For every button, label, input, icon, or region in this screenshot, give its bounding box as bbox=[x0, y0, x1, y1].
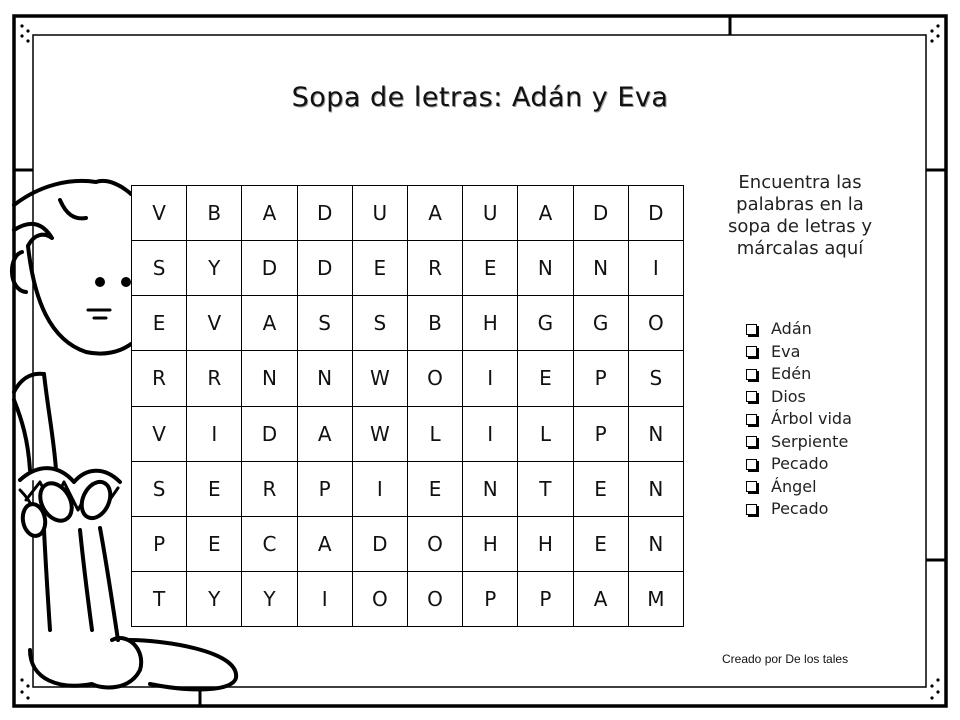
word-item[interactable] bbox=[746, 431, 852, 454]
grid-cell[interactable]: D bbox=[297, 241, 352, 296]
grid-cell[interactable]: E bbox=[187, 516, 242, 571]
grid-cell[interactable]: B bbox=[407, 296, 462, 351]
grid-cell[interactable]: O bbox=[352, 571, 407, 626]
instructions-text bbox=[700, 172, 900, 260]
grid-cell[interactable]: R bbox=[407, 241, 462, 296]
word-item[interactable] bbox=[746, 386, 852, 409]
grid-cell[interactable]: Y bbox=[242, 571, 297, 626]
checkbox-icon[interactable] bbox=[746, 504, 757, 515]
grid-cell[interactable]: D bbox=[297, 186, 352, 241]
grid-row bbox=[132, 351, 684, 406]
grid-cell[interactable]: A bbox=[573, 571, 628, 626]
instructions-line: márcalas aquí bbox=[736, 238, 864, 259]
word-checklist bbox=[746, 318, 852, 521]
grid-cell[interactable]: B bbox=[187, 186, 242, 241]
grid-cell[interactable]: R bbox=[187, 351, 242, 406]
grid-cell[interactable]: P bbox=[573, 406, 628, 461]
grid-cell[interactable]: D bbox=[628, 186, 683, 241]
grid-cell[interactable]: E bbox=[132, 296, 187, 351]
grid-cell[interactable]: C bbox=[242, 516, 297, 571]
grid-cell[interactable]: N bbox=[242, 351, 297, 406]
grid-cell[interactable]: N bbox=[628, 406, 683, 461]
grid-cell[interactable]: G bbox=[518, 296, 573, 351]
grid-cell[interactable]: A bbox=[242, 296, 297, 351]
grid-cell[interactable]: S bbox=[628, 351, 683, 406]
grid-cell[interactable]: Y bbox=[187, 241, 242, 296]
grid-cell[interactable]: A bbox=[297, 406, 352, 461]
grid-cell[interactable]: P bbox=[518, 571, 573, 626]
word-item[interactable] bbox=[746, 363, 852, 386]
grid-cell[interactable]: P bbox=[297, 461, 352, 516]
grid-cell[interactable]: N bbox=[297, 351, 352, 406]
instructions-line: palabras en la bbox=[736, 194, 864, 215]
grid-cell[interactable]: P bbox=[463, 571, 518, 626]
instructions-line: sopa de letras y bbox=[727, 216, 873, 237]
grid-cell[interactable]: O bbox=[407, 571, 462, 626]
grid-cell[interactable]: T bbox=[518, 461, 573, 516]
grid-cell[interactable]: W bbox=[352, 406, 407, 461]
grid-cell[interactable]: T bbox=[132, 571, 187, 626]
checkbox-icon[interactable] bbox=[746, 346, 757, 357]
grid-cell[interactable]: D bbox=[573, 186, 628, 241]
word-item[interactable] bbox=[746, 341, 852, 364]
word-label: Adán bbox=[771, 319, 812, 338]
grid-cell[interactable]: E bbox=[518, 351, 573, 406]
grid-cell[interactable]: S bbox=[297, 296, 352, 351]
grid-cell[interactable]: D bbox=[242, 241, 297, 296]
checkbox-icon[interactable] bbox=[746, 414, 757, 425]
grid-cell[interactable]: I bbox=[187, 406, 242, 461]
grid-cell[interactable]: P bbox=[573, 351, 628, 406]
grid-row bbox=[132, 296, 684, 351]
word-label: Dios bbox=[771, 386, 806, 406]
grid-cell[interactable]: P bbox=[132, 516, 187, 571]
grid-cell[interactable]: N bbox=[628, 461, 683, 516]
checkbox-icon[interactable] bbox=[746, 436, 757, 447]
grid-cell[interactable]: A bbox=[407, 186, 462, 241]
grid-cell[interactable]: O bbox=[407, 516, 462, 571]
word-item[interactable] bbox=[746, 476, 852, 499]
grid-cell[interactable]: U bbox=[352, 186, 407, 241]
grid-cell[interactable]: R bbox=[242, 461, 297, 516]
grid-cell[interactable]: W bbox=[352, 351, 407, 406]
word-label: Árbol vida bbox=[771, 409, 852, 428]
checkbox-icon[interactable] bbox=[746, 391, 757, 402]
grid-cell[interactable]: N bbox=[628, 516, 683, 571]
checkbox-icon[interactable] bbox=[746, 324, 757, 335]
grid-row bbox=[132, 516, 684, 571]
grid-cell[interactable]: V bbox=[132, 186, 187, 241]
grid-row bbox=[132, 241, 684, 296]
word-item[interactable] bbox=[746, 453, 852, 476]
grid-cell[interactable]: M bbox=[628, 571, 683, 626]
word-item[interactable] bbox=[746, 498, 852, 521]
grid-cell[interactable]: I bbox=[352, 461, 407, 516]
grid-cell[interactable]: V bbox=[132, 406, 187, 461]
word-label: Eva bbox=[771, 341, 801, 361]
grid-cell[interactable]: D bbox=[242, 406, 297, 461]
grid-cell[interactable]: O bbox=[407, 351, 462, 406]
grid-cell[interactable]: A bbox=[518, 186, 573, 241]
grid-cell[interactable]: L bbox=[518, 406, 573, 461]
grid-cell[interactable]: U bbox=[463, 186, 518, 241]
word-item[interactable] bbox=[746, 318, 852, 341]
grid-cell[interactable]: D bbox=[352, 516, 407, 571]
grid-cell[interactable]: E bbox=[573, 516, 628, 571]
grid-cell[interactable]: O bbox=[628, 296, 683, 351]
grid-cell[interactable]: S bbox=[132, 461, 187, 516]
page-title: Sopa de letras: Adán y Eva bbox=[291, 82, 669, 113]
grid-row bbox=[132, 571, 684, 626]
credit-text: Creado por De los tales bbox=[722, 652, 849, 666]
grid-cell[interactable]: A bbox=[297, 516, 352, 571]
grid-cell[interactable]: S bbox=[352, 296, 407, 351]
grid-cell[interactable]: E bbox=[187, 461, 242, 516]
grid-cell[interactable]: H bbox=[463, 516, 518, 571]
word-label: Ángel bbox=[771, 476, 817, 496]
grid-cell[interactable]: I bbox=[297, 571, 352, 626]
word-label: Edén bbox=[771, 364, 812, 383]
word-label: Pecado bbox=[771, 454, 829, 473]
grid-cell[interactable]: G bbox=[573, 296, 628, 351]
grid-cell[interactable]: L bbox=[407, 406, 462, 461]
checkbox-icon[interactable] bbox=[746, 481, 757, 492]
grid-cell[interactable]: E bbox=[573, 461, 628, 516]
grid-cell[interactable]: Y bbox=[187, 571, 242, 626]
grid-cell[interactable]: I bbox=[463, 351, 518, 406]
grid-cell[interactable]: S bbox=[132, 241, 187, 296]
grid-row bbox=[132, 461, 684, 516]
word-item[interactable] bbox=[746, 408, 852, 431]
grid-cell[interactable]: I bbox=[628, 241, 683, 296]
grid-row bbox=[132, 406, 684, 461]
word-search-grid bbox=[131, 185, 684, 627]
grid-cell[interactable]: H bbox=[463, 296, 518, 351]
word-label: Serpiente bbox=[771, 431, 849, 451]
grid-cell[interactable]: I bbox=[463, 406, 518, 461]
grid-cell[interactable]: A bbox=[242, 186, 297, 241]
grid-cell[interactable]: R bbox=[132, 351, 187, 406]
grid-cell[interactable]: N bbox=[573, 241, 628, 296]
checkbox-icon[interactable] bbox=[746, 369, 757, 380]
checkbox-icon[interactable] bbox=[746, 459, 757, 470]
grid-cell[interactable]: E bbox=[407, 461, 462, 516]
instructions-line: Encuentra las bbox=[738, 172, 862, 193]
grid-cell[interactable]: E bbox=[352, 241, 407, 296]
grid-row bbox=[132, 186, 684, 241]
grid-cell[interactable]: N bbox=[518, 241, 573, 296]
grid-cell[interactable]: N bbox=[463, 461, 518, 516]
grid-cell[interactable]: V bbox=[187, 296, 242, 351]
grid-cell[interactable]: H bbox=[518, 516, 573, 571]
word-label: Pecado bbox=[771, 499, 829, 518]
grid-cell[interactable]: E bbox=[463, 241, 518, 296]
